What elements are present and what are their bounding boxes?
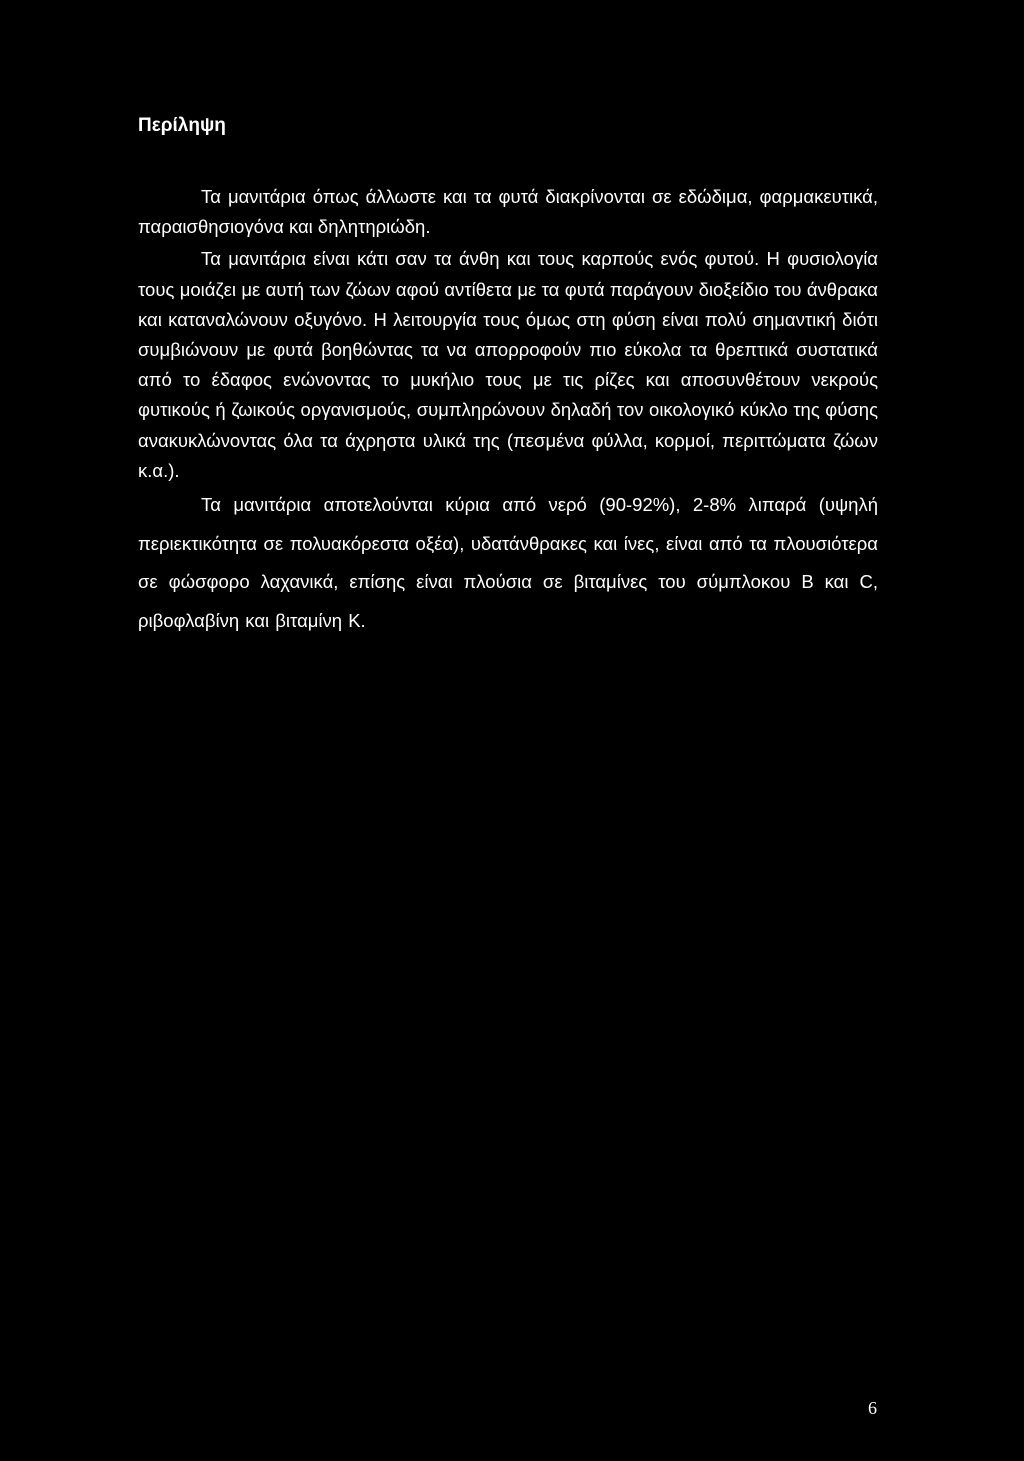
page-number: 6 — [868, 1398, 877, 1418]
paragraph-mushroom-categories: Τα μανιτάρια όπως άλλωστε και τα φυτά διακρίνονται σε εδώδιμα, φαρμακευτικά, παραισθησιογόνα και δηλητηριώδη. — [138, 186, 878, 238]
paragraph-mushroom-composition: Τα μανιτάρια αποτελούνται κύρια από νερό (90-92%), 2-8% λιπαρά (υψηλή περιεκτικότητα σε πολυακόρεστα οξέα), υδατάνθρακες και ίνες, είναι από τα πλουσιότερα σε φώσφορο λαχανικά, επίσης είναι πλούσια σε βιταμίνες του σύμπλοκου Β και C, ριβοφλαβίνη και βιταμίνη Κ. — [138, 494, 878, 631]
page-title: Περίληψη — [138, 115, 226, 136]
summary-body — [138, 182, 878, 640]
paragraph-mushroom-physiology: Τα μανιτάρια είναι κάτι σαν τα άνθη και τους καρπούς ενός φυτού. Η φυσιολογία τους μοιάζει με αυτή των ζώων αφού αντίθετα με τα φυτά παράγουν διοξείδιο του άνθρακα και καταναλώνουν οξυγόνο. Η λειτουργία τους όμως στη φύση είναι πολύ σημαντική διότι συμβιώνουν με φυτά βοηθώντας τα να απορροφούν πιο εύκολα τα θρεπτικά συστατικά από το έδαφος ενώνοντας το μυκήλιο τους με τις ρίζες και αποσυνθέτουν νεκρούς φυτικούς ή ζωικούς οργανισμούς, συμπληρώνουν δηλαδή τον οικολογικό κύκλο της φύσης ανακυκλώνοντας όλα τα άχρηστα υλικά της (πεσμένα φύλλα, κορμοί, περιττώματα ζώων κ.α.). — [138, 248, 878, 481]
